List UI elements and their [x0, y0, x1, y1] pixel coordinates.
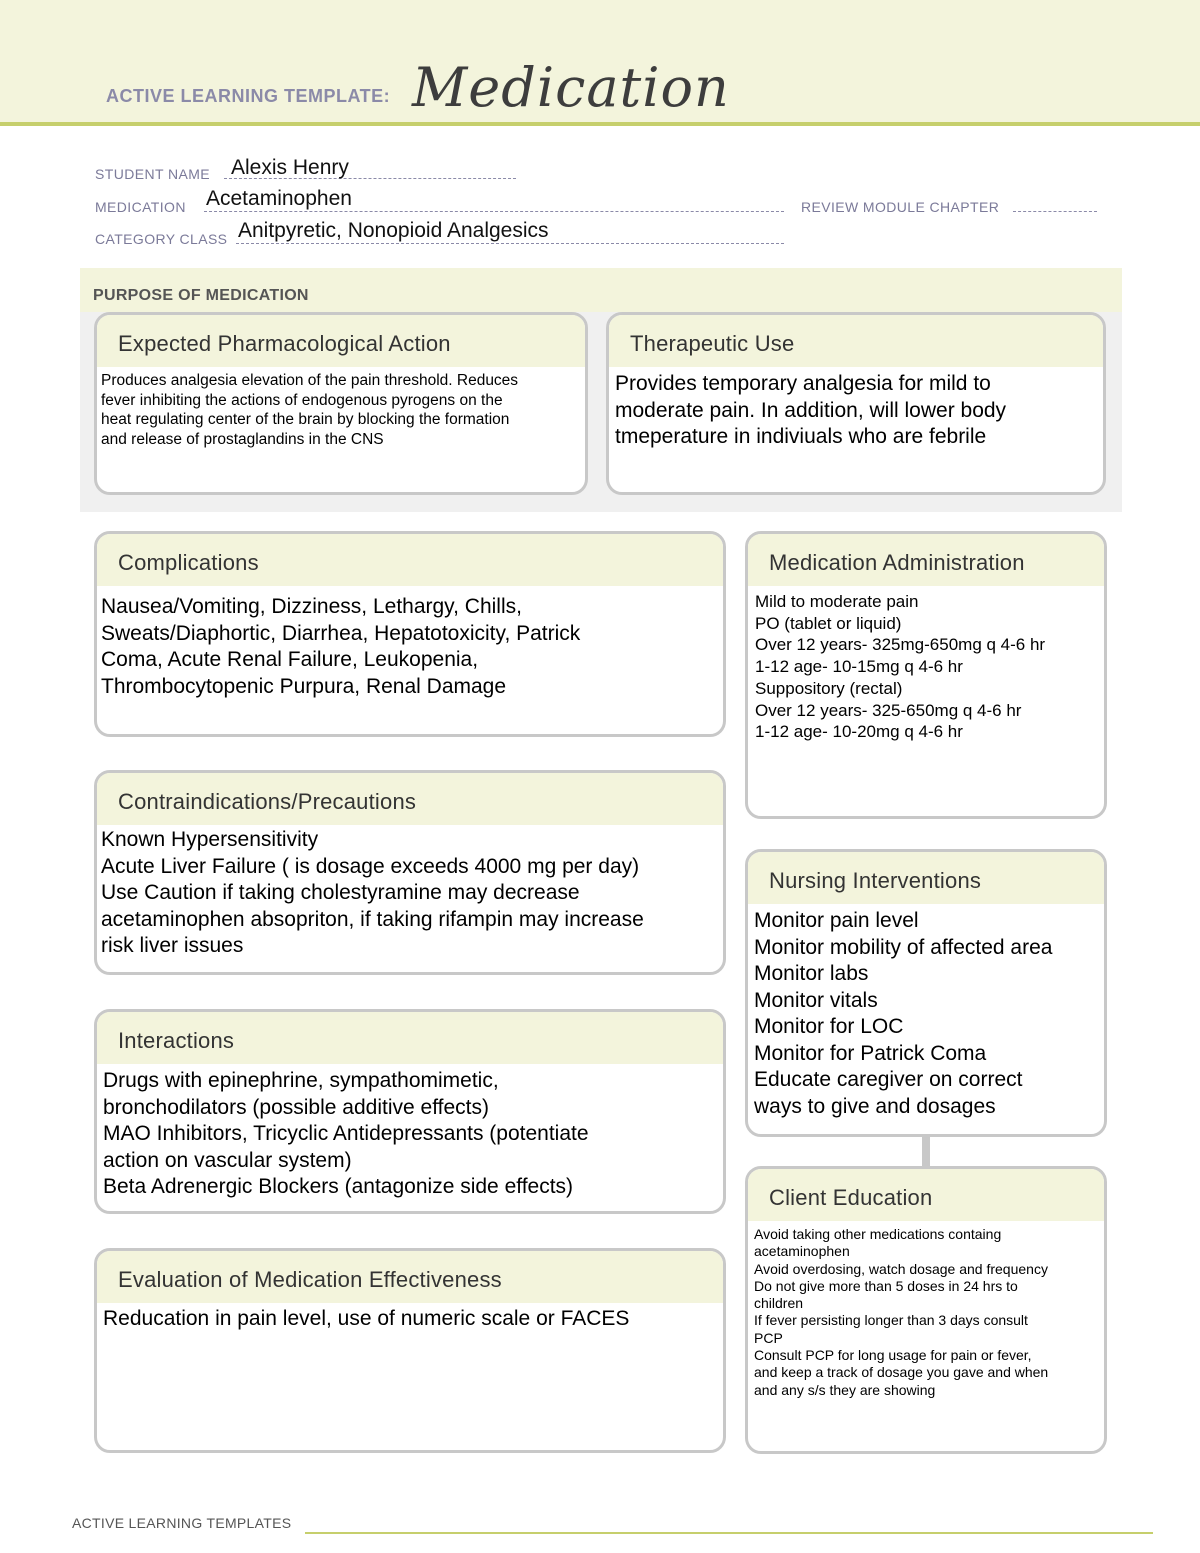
- interactions-line: Drugs with epinephrine, sympathomimetic,: [103, 1069, 499, 1092]
- footer-label: ACTIVE LEARNING TEMPLATES: [72, 1515, 292, 1531]
- contraindications-line: Known Hypersensitivity: [101, 828, 319, 851]
- nursing-line: Monitor labs: [754, 962, 869, 985]
- contraindications-line: risk liver issues: [101, 934, 244, 957]
- contraindications-body: [97, 825, 723, 960]
- therapeutic-use-line: tmeperature in indiviuals who are febrile: [615, 425, 987, 448]
- complications-card: [94, 531, 726, 737]
- nursing-line: Monitor for Patrick Coma: [754, 1041, 987, 1065]
- client-education-line: PCP: [754, 1329, 783, 1346]
- interactions-body: [97, 1064, 723, 1201]
- expected-action-title: Expected Pharmacological Action: [97, 315, 585, 367]
- administration-line: Suppository (rectal): [755, 678, 903, 698]
- administration-line: Over 12 years- 325mg-650mg q 4-6 hr: [755, 635, 1046, 655]
- expected-action-line: fever inhibiting the actions of endogenous pyrogens on the: [101, 391, 503, 409]
- client-education-line: and keep a track of dosage you gave and when: [754, 1364, 1049, 1381]
- contraindications-line: acetaminophen absopriton, if taking rifampin may increase: [101, 907, 644, 931]
- complications-line: Coma, Acute Renal Failure, Leukopenia,: [101, 648, 479, 671]
- expected-action-line: Produces analgesia elevation of the pain threshold. Reduces: [101, 372, 519, 389]
- client-education-line: Avoid overdosing, watch dosage and frequency: [754, 1260, 1048, 1277]
- complications-title: Complications: [97, 534, 723, 586]
- nursing-line: Monitor mobility of affected area: [754, 935, 1053, 959]
- nursing-body: [748, 904, 1104, 1120]
- contraindications-line: Use Caution if taking cholestyramine may decrease: [101, 881, 580, 904]
- category-class-value: Anitpyretic, Nonopioid Analgesics: [238, 219, 549, 242]
- contraindications-line: Acute Liver Failure ( is dosage exceeds 4000 mg per day): [101, 854, 640, 878]
- template-label: ACTIVE LEARNING TEMPLATE:: [106, 86, 391, 106]
- client-education-line: children: [754, 1295, 804, 1312]
- category-class-line: [236, 243, 784, 244]
- client-education-line: Do not give more than 5 doses in 24 hrs to: [754, 1277, 1018, 1294]
- nursing-line: Monitor vitals: [754, 988, 878, 1012]
- interactions-title: Interactions: [97, 1012, 723, 1064]
- client-education-title: Client Education: [748, 1169, 1104, 1221]
- medication-line: [204, 211, 784, 212]
- administration-line: PO (tablet or liquid): [755, 613, 902, 633]
- footer-rule: [305, 1532, 1153, 1534]
- contraindications-title: Contraindications/Precautions: [97, 773, 723, 825]
- review-module-label: REVIEW MODULE CHAPTER: [801, 199, 1000, 215]
- complications-line: Nausea/Vomiting, Dizziness, Lethargy, Chills,: [101, 595, 522, 618]
- client-education-line: If fever persisting longer than 3 days consult: [754, 1312, 1028, 1329]
- contraindications-card: [94, 770, 726, 975]
- administration-line: Over 12 years- 325-650mg q 4-6 hr: [755, 700, 1022, 720]
- expected-action-line: and release of prostaglandins in the CNS: [101, 430, 384, 448]
- complications-line: Sweats/Diaphortic, Diarrhea, Hepatotoxicity, Patrick: [101, 621, 581, 645]
- evaluation-line: Reducation in pain level, use of numeric scale or FACES: [103, 1307, 630, 1330]
- administration-title: Medication Administration: [748, 534, 1104, 586]
- interactions-line: Beta Adrenergic Blockers (antagonize side effects): [103, 1175, 574, 1198]
- expected-action-line: heat regulating center of the brain by blocking the formation: [101, 411, 510, 428]
- category-class-label: CATEGORY CLASS: [95, 231, 228, 247]
- therapeutic-use-line: Provides temporary analgesia for mild to: [615, 372, 991, 395]
- interactions-line: action on vascular system): [103, 1148, 352, 1172]
- administration-body: [748, 586, 1104, 743]
- expected-action-body: [97, 367, 585, 449]
- therapeutic-use-card: [606, 312, 1106, 495]
- medication-value: Acetaminophen: [206, 187, 352, 210]
- therapeutic-use-title: Therapeutic Use: [609, 315, 1103, 367]
- client-education-line: Consult PCP for long usage for pain or fever,: [754, 1347, 1032, 1364]
- client-education-card: [745, 1166, 1107, 1454]
- therapeutic-use-line: moderate pain. In addition, will lower body: [615, 398, 1007, 422]
- nursing-title: Nursing Interventions: [748, 852, 1104, 904]
- student-name-label: STUDENT NAME: [95, 166, 210, 182]
- interactions-line: MAO Inhibitors, Tricyclic Antidepressants (potentiate: [103, 1122, 589, 1145]
- evaluation-body: [97, 1303, 723, 1333]
- nursing-line: ways to give and dosages: [754, 1094, 996, 1118]
- review-module-line: [1013, 211, 1097, 212]
- nursing-line: Monitor pain level: [754, 909, 919, 932]
- evaluation-title: Evaluation of Medication Effectiveness: [97, 1251, 723, 1303]
- complications-line: Thrombocytopenic Purpura, Renal Damage: [101, 674, 507, 698]
- card-connector: [922, 1134, 930, 1168]
- interactions-card: [94, 1009, 726, 1214]
- complications-body: [97, 586, 723, 700]
- therapeutic-use-body: [609, 367, 1103, 451]
- header-rule: [0, 122, 1200, 126]
- evaluation-card: [94, 1248, 726, 1453]
- nursing-card: [745, 849, 1107, 1137]
- nursing-line: Educate caregiver on correct: [754, 1068, 1023, 1091]
- client-education-line: Avoid taking other medications containg: [754, 1226, 1002, 1242]
- expected-action-card: [94, 312, 588, 495]
- nursing-line: Monitor for LOC: [754, 1015, 904, 1038]
- administration-line: 1-12 age- 10-20mg q 4-6 hr: [755, 722, 963, 742]
- template-title: Medication: [412, 56, 730, 119]
- client-education-line: and any s/s they are showing: [754, 1381, 936, 1398]
- administration-line: Mild to moderate pain: [755, 592, 919, 611]
- student-name-value: Alexis Henry: [231, 156, 349, 179]
- administration-card: [745, 531, 1107, 819]
- interactions-line: bronchodilators (possible additive effects): [103, 1095, 489, 1119]
- client-education-body: [748, 1221, 1104, 1399]
- medication-label: MEDICATION: [95, 199, 186, 215]
- administration-line: 1-12 age- 10-15mg q 4-6 hr: [755, 657, 963, 677]
- client-education-line: acetaminophen: [754, 1243, 850, 1260]
- purpose-label: PURPOSE OF MEDICATION: [93, 287, 309, 304]
